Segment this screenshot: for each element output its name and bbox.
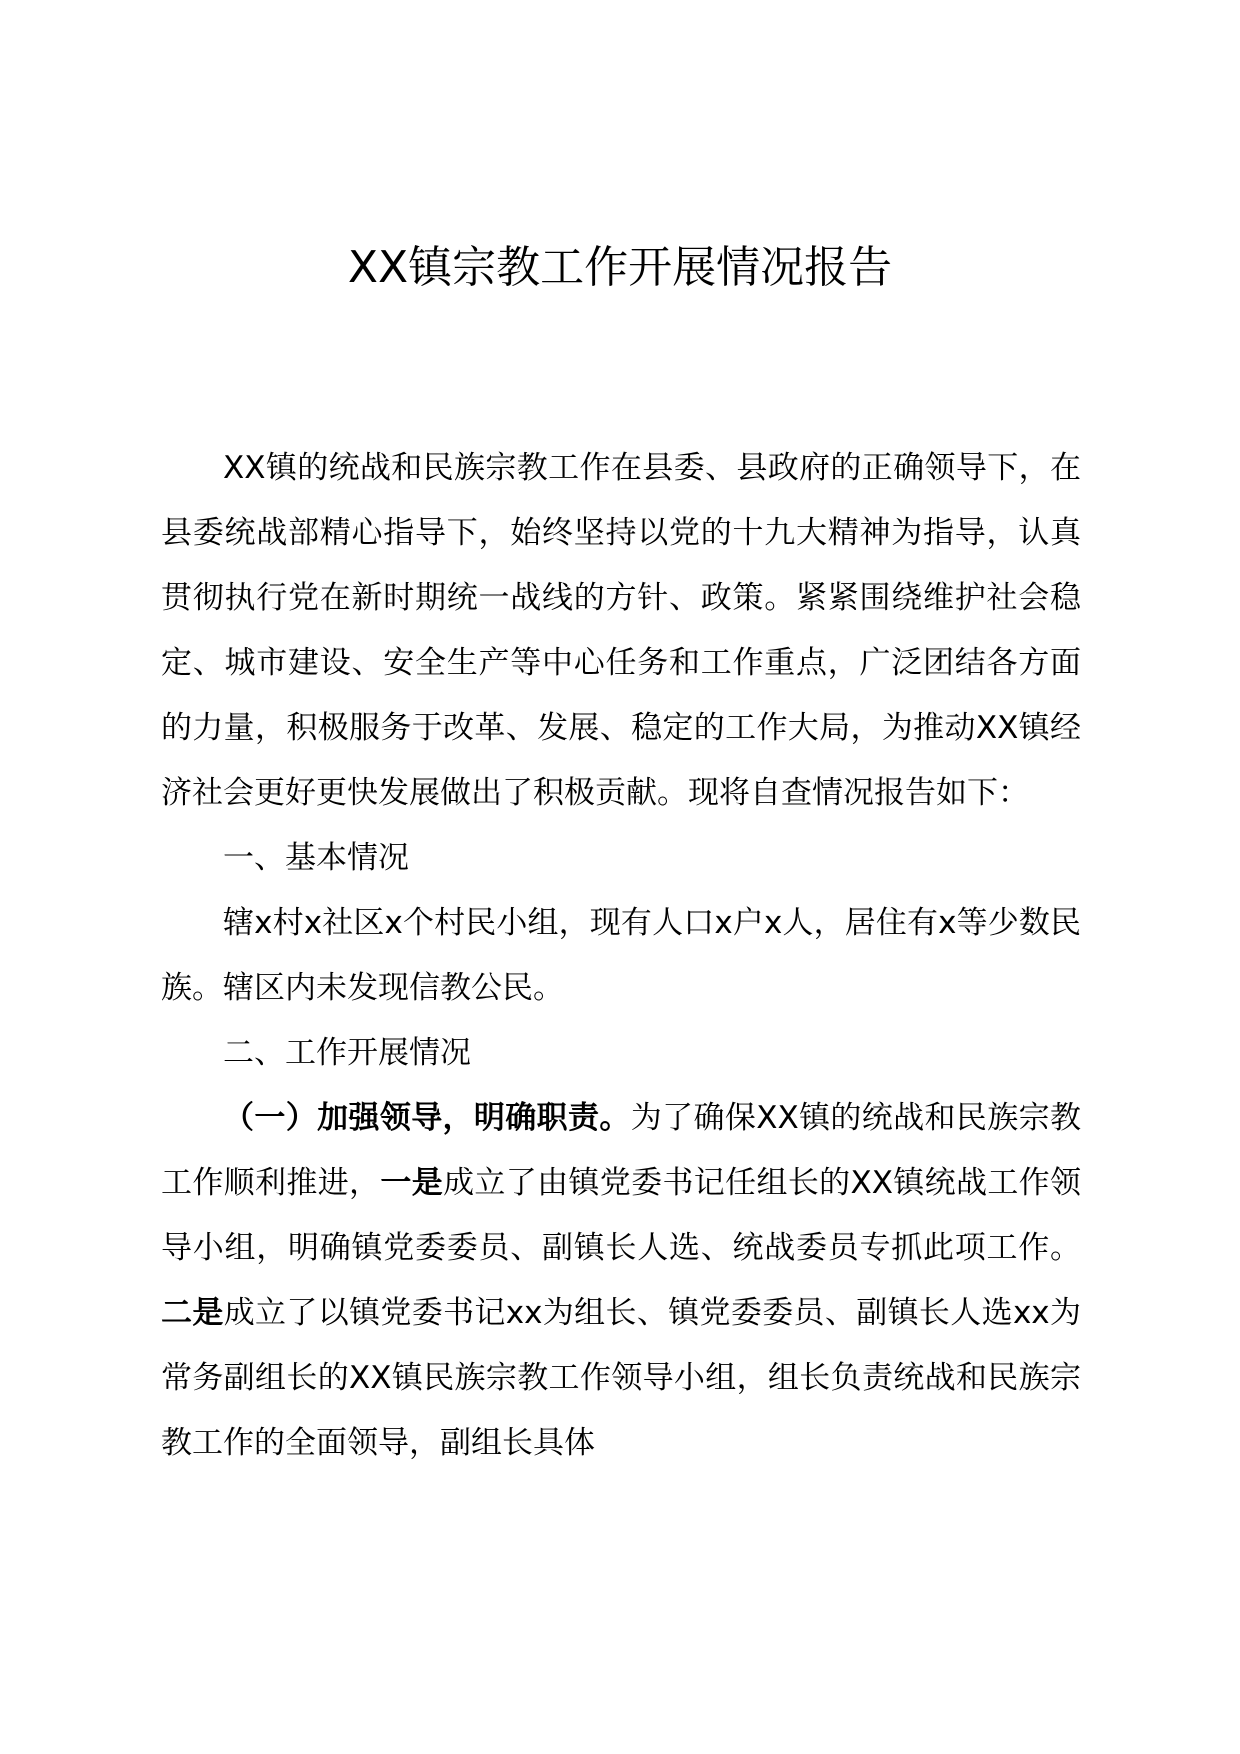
subsection-1-heading: （一）加强领导，明确职责。 xyxy=(223,1100,631,1136)
subsection-1-text-a: 为了确保XX镇的统战和民族宗教工作顺利推进， xyxy=(161,1100,1081,1201)
section-1-paragraph: 辖x村x社区x个村民小组，现有人口x户x人，居住有x等少数民族。辖区内未发现信教公民。 xyxy=(161,905,1081,1006)
intro-paragraph: XX镇的统战和民族宗教工作在县委、县政府的正确领导下，在县委统战部精心指导下，始终坚持以党的十九大精神为指导，认真贯彻执行党在新时期统一战线的方针、政策。紧紧围绕维护社会稳定、城市建设、安全生产等中心任务和工作重点，广泛团结各方面的力量，积极服务于改革、发展、稳定的工作大局，为推动XX镇经济社会更好更快发展做出了积极贡献。现将自查情况报告如下： xyxy=(161,450,1081,811)
document-title: XX镇宗教工作开展情况报告 xyxy=(347,242,893,293)
subsection-1-text-b: 成立了由镇党委书记任组长的XX镇统战工作领导小组，明确镇党委委员、副镇长人选、统战委员专抓此项工作。 xyxy=(161,1165,1082,1266)
point-two-marker: 二是 xyxy=(161,1295,224,1331)
point-one-marker: 一是 xyxy=(380,1165,444,1201)
subsection-1-text-c: 成立了以镇党委书记xx为组长、镇党委委员、副镇长人选xx为常务副组长的XX镇民族宗教工作领导小组，组长负责统战和民族宗教工作的全面领导，副组长具体 xyxy=(161,1295,1081,1461)
subsection-1-paragraph xyxy=(161,1086,1081,1476)
section-2-heading: 二、工作开展情况 xyxy=(223,1035,471,1071)
document-body xyxy=(161,436,1081,1476)
section-1-heading: 一、基本情况 xyxy=(223,840,409,876)
